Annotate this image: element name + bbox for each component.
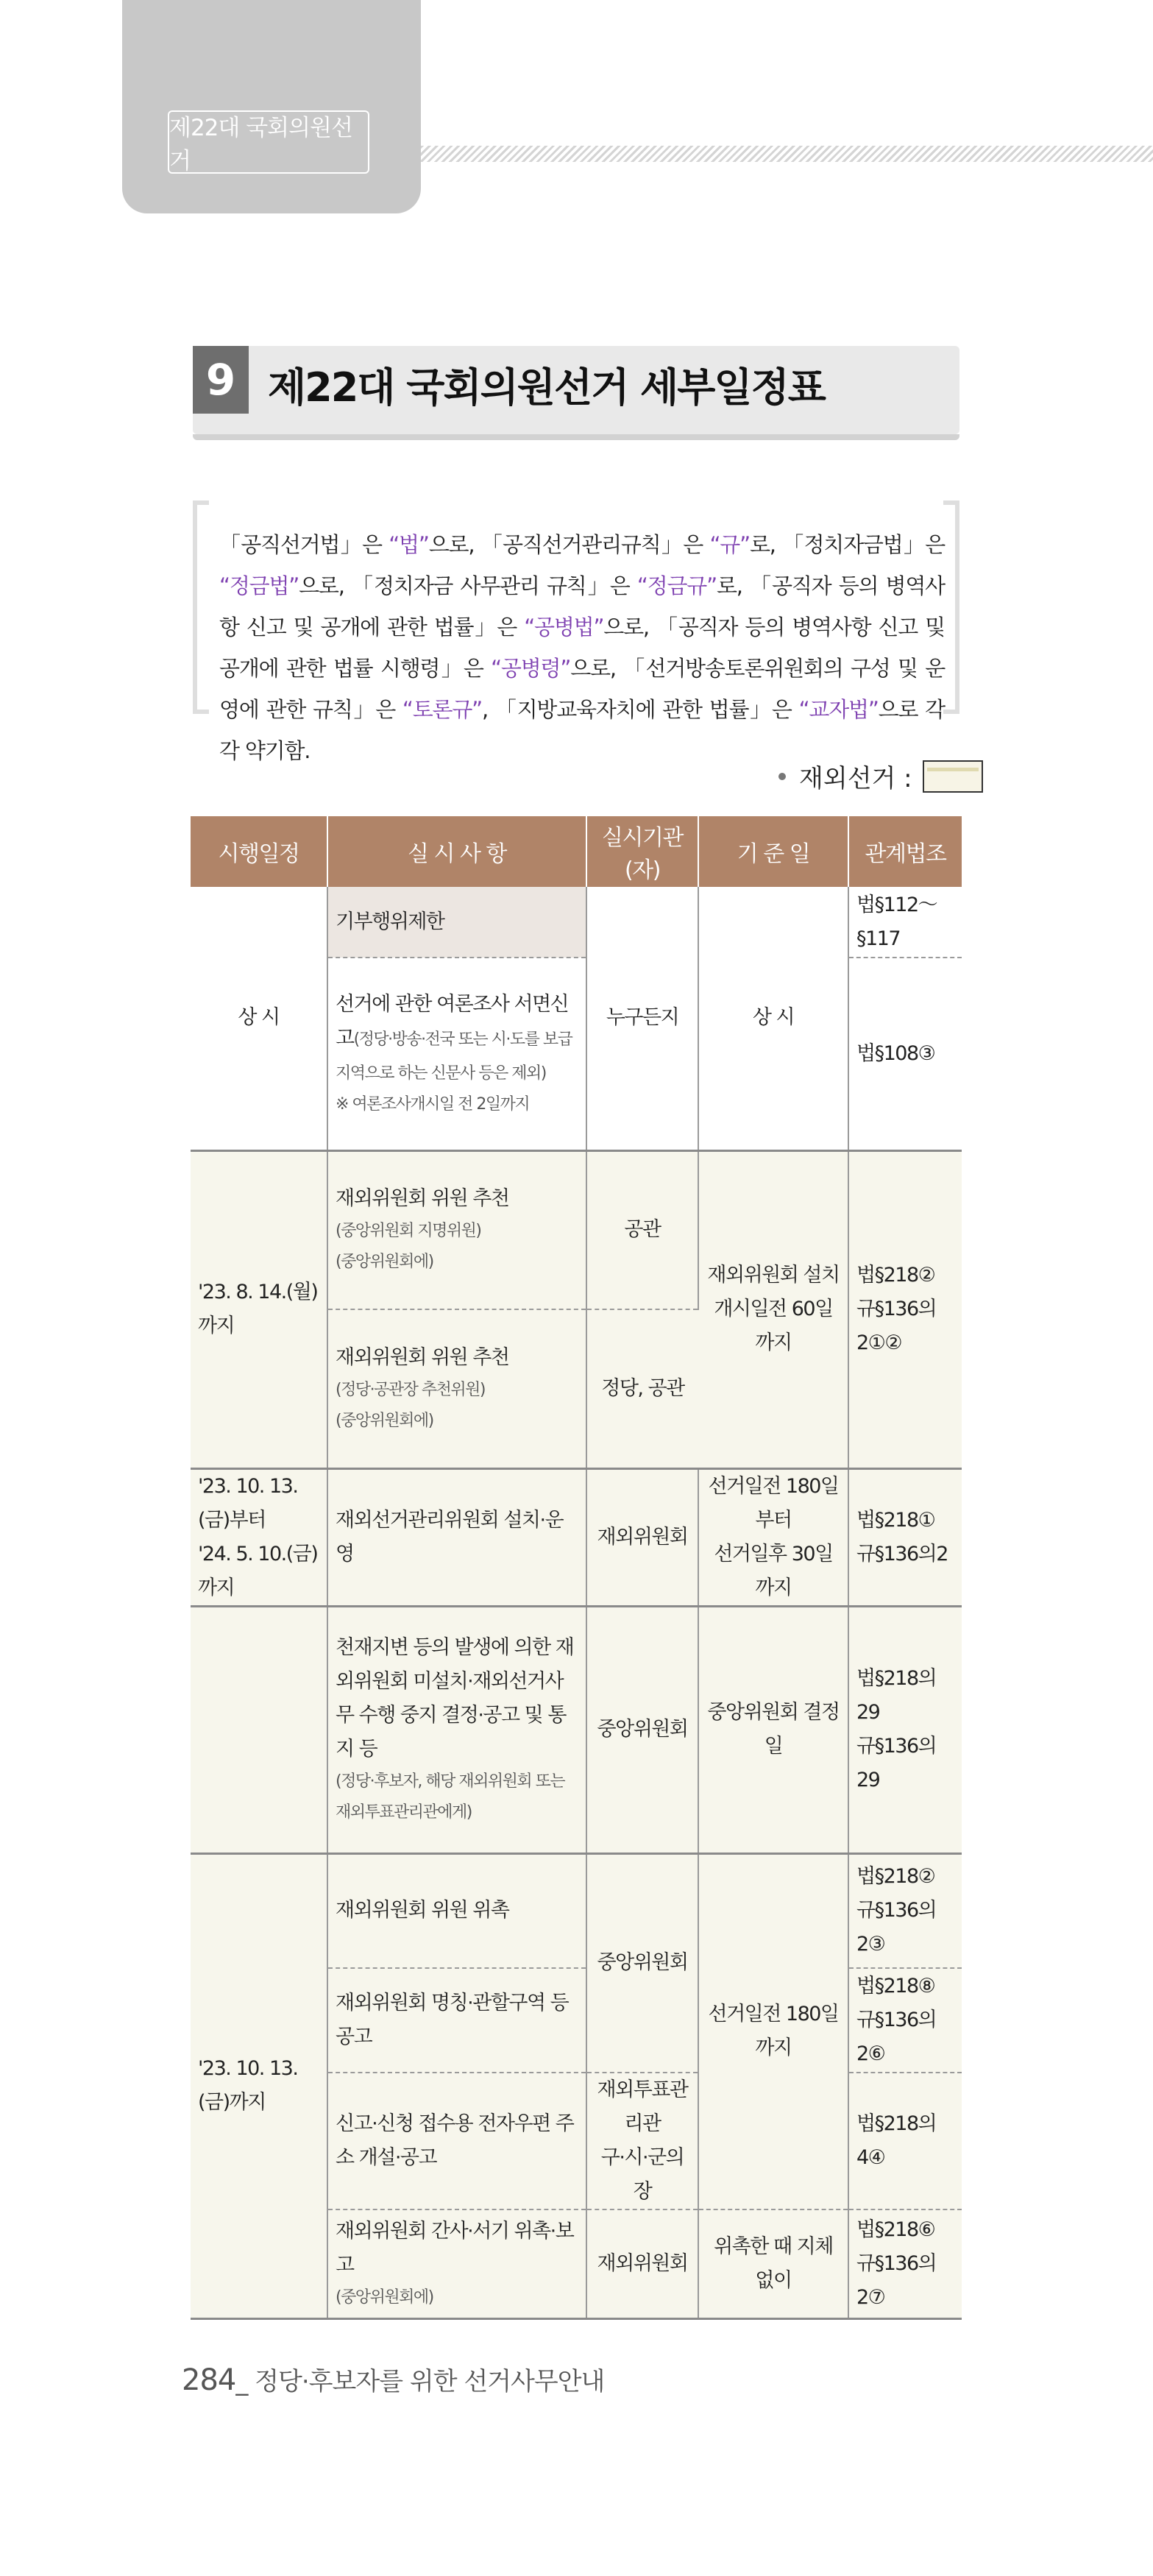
- table-row: [191, 1853, 962, 1968]
- basis-cell: [698, 1468, 848, 1606]
- task-text: 재외위원회 간사·서기 위촉·보고: [336, 2219, 574, 2276]
- task-cell: 신고·신청 접수용 전자우편 주소 개설·공고: [327, 2073, 586, 2209]
- law-text: 규§136의2①②: [856, 1298, 937, 1354]
- task-cell: [327, 1309, 586, 1468]
- law-cell: [848, 1853, 962, 1968]
- task-cell: [327, 1606, 586, 1853]
- task-text: 기부행위제한: [336, 910, 444, 933]
- abbr-term: “교자법”: [798, 697, 879, 722]
- law-cell: 법§108③: [848, 958, 962, 1150]
- abbr-term: “정금법”: [219, 573, 299, 598]
- law-text: 규§136의2: [856, 1542, 948, 1565]
- intro-text: 으로 각각 약기함.: [219, 697, 945, 763]
- agency-cell: 재외위원회: [586, 2209, 698, 2318]
- agency-cell: 중앙위원회: [586, 1606, 698, 1853]
- task-subtext: (중앙위원회 지명위원): [336, 1222, 481, 1241]
- table-header-row: [191, 816, 962, 887]
- col-header-agency: 실시기관(자): [586, 816, 698, 887]
- law-text: 법§218②: [856, 1865, 935, 1889]
- task-cell: 재외위원회 위원 위촉: [327, 1853, 586, 1968]
- intro-text: 로, 「공직자 등의 병역사항 신고 및 공개에 관한 법률」은: [219, 573, 945, 640]
- abbr-term: “법”: [389, 532, 429, 557]
- task-text: 재외위원회 위원 추천: [336, 1345, 509, 1369]
- task-text: 선거에 관한 여론조사 서면신고: [336, 992, 569, 1050]
- right-bracket-decoration: [943, 500, 959, 714]
- task-cell: [327, 887, 586, 958]
- law-text: 법§218⑥: [856, 2218, 935, 2241]
- col-header-schedule: 시행일정: [191, 816, 327, 887]
- abbr-term: “정금규”: [636, 573, 717, 598]
- agency-cell: 재외위원회: [586, 1468, 698, 1606]
- basis-text: 재외위원회 설치: [707, 1264, 840, 1287]
- law-cell: [848, 1606, 962, 1853]
- schedule-text: '24. 5. 10.(금)까지: [198, 1542, 318, 1599]
- schedule-cell: [191, 1468, 327, 1606]
- law-cell: [848, 1150, 962, 1468]
- abbr-term: “규”: [709, 532, 750, 557]
- basis-cell: 상 시: [698, 887, 848, 1150]
- col-header-basis: 기 준 일: [698, 816, 848, 887]
- overseas-election-swatch: [923, 760, 983, 793]
- agency-text: 재외투표관리관: [597, 2078, 688, 2135]
- table-row: [191, 1606, 962, 1853]
- task-cell: [327, 2209, 586, 2318]
- agency-cell: [586, 2073, 698, 2209]
- law-text: 규§136의2⑥: [856, 2009, 937, 2065]
- agency-cell: 누구든지: [586, 887, 698, 1150]
- intro-text: 로, 「정치자금법」은: [749, 532, 945, 557]
- basis-text: 선거일전 180일부터: [708, 1474, 839, 1532]
- header-stripe-decoration: [421, 146, 1153, 162]
- basis-cell: [698, 1150, 848, 1468]
- basis-cell: 위촉한 때 지체없이: [698, 2209, 848, 2318]
- law-text: 법§218⑧: [856, 1975, 935, 1998]
- section-title: 제22대 국회의원선거 세부일정표: [268, 364, 825, 411]
- schedule-cell: 상 시: [191, 887, 327, 1150]
- intro-text: 으로, 「선거방송토론위원회의 구성 및 운영에 관한 규칙」은: [219, 656, 946, 722]
- law-text: 법§218②: [856, 1264, 935, 1287]
- schedule-table: [191, 816, 962, 2320]
- basis-text: 선거일후 30일까지: [714, 1542, 833, 1599]
- left-bracket-decoration: [193, 500, 209, 714]
- law-text: 규§136의2⑦: [856, 2251, 937, 2309]
- bullet-icon: [778, 773, 786, 780]
- col-header-task: 실 시 사 항: [327, 816, 586, 887]
- task-subtext: (중앙위원회에): [336, 1253, 433, 1272]
- task-cell: [327, 958, 586, 1150]
- header-tab: [122, 0, 421, 213]
- task-text: 천재지변 등의 발생에 의한 재외위원회 미설치·재외선거사무 수행 중지 결정·공고 및 통지 등: [336, 1636, 574, 1761]
- schedule-cell: '23. 10. 13.(금)까지: [191, 1853, 327, 2318]
- basis-cell: 중앙위원회 결정일: [698, 1606, 848, 1853]
- law-text: 법§218의29: [856, 1667, 937, 1724]
- task-subtext: (중앙위원회에): [336, 2287, 433, 2307]
- law-cell: [848, 1468, 962, 1606]
- task-cell: 재외위원회 명칭·관할구역 등 공고: [327, 1968, 586, 2073]
- task-cell: [327, 1150, 586, 1309]
- basis-text: 개시일전 60일까지: [714, 1298, 833, 1354]
- law-cell: 법§218의4④: [848, 2073, 962, 2209]
- page-number: 284: [182, 2363, 236, 2397]
- law-text: 법§218①: [856, 1508, 935, 1532]
- intro-text: 으로, 「정치자금 사무관리 규칙」은: [299, 573, 637, 598]
- law-text: 규§136의29: [856, 1735, 937, 1791]
- law-cell: [848, 2209, 962, 2318]
- task-text: 재외위원회 위원 추천: [336, 1187, 509, 1211]
- task-subtext: (정당·후보자, 해당 재외위원회 또는 재외투표관리관에게): [336, 1772, 565, 1822]
- task-note: ※ 여론조사개시일 전 2일까지: [336, 1094, 530, 1114]
- task-subtext: (정당·공관장 추천위원): [336, 1380, 485, 1399]
- intro-text: , 「지방교육자치에 관한 법률」은: [482, 697, 799, 722]
- law-cell: [848, 1968, 962, 2073]
- table-row: [191, 1150, 962, 1309]
- legend-label: 재외선거 :: [799, 764, 912, 793]
- footer-title: _ 정당·후보자를 위한 선거사무안내: [235, 2367, 605, 2396]
- agency-cell: 중앙위원회: [586, 1853, 698, 2073]
- table-row: [191, 887, 962, 958]
- basis-cell: 선거일전 180일까지: [698, 1853, 848, 2209]
- intro-text: 으로, 「공직자 등의 병역사항 신고 및 공개에 관한 법률 시행령」은: [219, 615, 945, 681]
- schedule-cell: [191, 1606, 327, 1853]
- abbr-term: “토론규”: [402, 697, 482, 722]
- task-subtext: (정당·방송·전국 또는 시·도를 보급지역으로 하는 신문사 등은 제외): [336, 1030, 572, 1083]
- page-footer: [182, 2361, 604, 2397]
- running-header-label: 제22대 국회의원선거: [168, 110, 369, 174]
- abbr-term: “공병령”: [491, 656, 571, 681]
- intro-text: 「공직선거법」은: [219, 532, 389, 557]
- col-header-law: 관계법조: [848, 816, 962, 887]
- task-subtext: (중앙위원회에): [336, 1411, 433, 1430]
- agency-cell: 공관: [586, 1150, 698, 1309]
- intro-text: 으로, 「공직선거관리규칙」은: [428, 532, 710, 557]
- legend: [778, 758, 983, 794]
- schedule-text: '23. 10. 13.(금)부터: [198, 1474, 298, 1532]
- agency-text: 구·시·군의 장: [600, 2146, 684, 2203]
- section-number: 9: [193, 346, 249, 414]
- task-cell: 재외선거관리위원회 설치·운영: [327, 1468, 586, 1606]
- table-row: [191, 1468, 962, 1606]
- abbreviation-note: [219, 524, 945, 771]
- law-text: 규§136의2③: [856, 1899, 937, 1956]
- schedule-cell: '23. 8. 14.(월)까지: [191, 1150, 327, 1468]
- abbr-term: “공병법”: [524, 615, 604, 640]
- agency-cell: 정당, 공관: [586, 1309, 698, 1468]
- law-cell: 법§112～§117: [848, 887, 962, 958]
